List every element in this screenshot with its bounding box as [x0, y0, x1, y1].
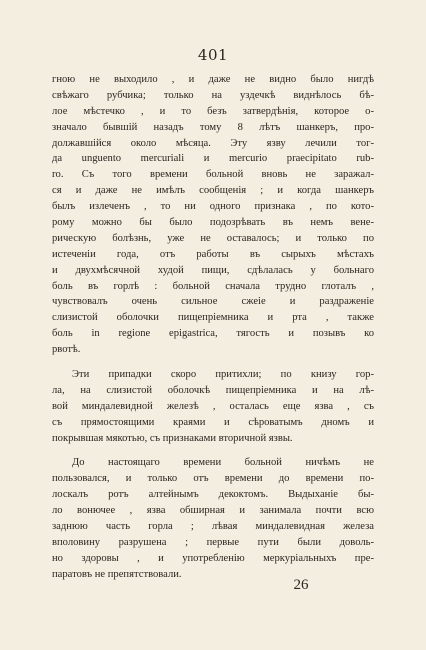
text-line: паратовъ не препятствовали. — [52, 568, 182, 580]
text-line: рическую болѣзнь, уже не оставалось; и только по — [52, 232, 374, 244]
text-line: боль in regione epigastrica, тягость и позывъ ко — [52, 328, 374, 340]
text-line: рвотѣ. — [52, 344, 81, 356]
text-line: рому можно бы было подозрѣвать въ немъ вене- — [52, 217, 374, 229]
text-line: Эти припадки скоро притихли; по книзу гор- — [72, 369, 374, 381]
paragraph — [52, 72, 374, 358]
text-line: слизистой оболочки пищепріемника и рта , также — [52, 312, 374, 324]
text-line: боль въ горлѣ : больной сначала трудно глоталъ , — [52, 280, 374, 292]
text-line: лое мѣстечко , и то безъ затвердѣнія, которое о- — [52, 105, 374, 117]
paragraph — [52, 367, 374, 446]
text-line: пользовался, и только отъ времени до времени по- — [52, 473, 374, 485]
text-line: чувствовалъ очень сильное сжеіе и раздраженіе — [52, 296, 374, 308]
text-line: съ прямостоящими краями и сѣроватымъ дномъ и — [52, 416, 374, 428]
text-line: покрывшая мякотью, съ признаками вторичной язвы. — [52, 432, 293, 444]
text-line: ro. Съ того времени больной вновь не заражал- — [52, 169, 374, 181]
page-number: 401 — [197, 46, 229, 64]
body-text — [52, 72, 374, 583]
text-line: ла, на слизистой оболочкѣ пищепріемника и на лѣ- — [52, 384, 374, 396]
text-line: лоскалъ ротъ алтейнымъ декоктомъ. Выдыханіе бы- — [52, 489, 374, 501]
paragraph-gap — [52, 446, 374, 455]
text-line: значало бывшій назадъ тому 8 лѣтъ шанкеръ, про- — [52, 121, 374, 133]
text-line: До настоящаго времени больной ничѣмъ не — [72, 457, 374, 469]
text-line: заднюю часть горла ; лѣвая миндалевидная железа — [52, 521, 374, 533]
text-line: ся и даже не имѣлъ сообщенія ; и когда шанкеръ — [52, 185, 374, 197]
text-line: свѣжаго рубчика; только на уздечкѣ виднѣлось бѣ- — [52, 89, 374, 101]
text-line: но здоровы , и употребленію меркуріальныхъ пре- — [52, 552, 374, 564]
text-line: вполовину разрушена ; первые пути были доволь- — [52, 536, 374, 548]
paragraph-gap — [52, 358, 374, 367]
signature-mark: 26 — [293, 577, 309, 593]
text-line: должавшійся около мѣсяца. Эту язву лечили тог- — [52, 137, 374, 149]
text-line: вой миндалевидной железѣ , осталась еще язва , съ — [52, 400, 374, 412]
paragraph — [52, 455, 374, 582]
text-line: ло вонючее , язва обширная и занимала почти всю — [52, 505, 374, 517]
text-line: истеченіи года, отъ работы въ сырыхъ мѣстахъ — [52, 248, 374, 260]
text-line: гною не выходило , и даже не видно было нигдѣ — [52, 74, 374, 85]
text-line: и двухмѣсячной худой пищи, сдѣлалась у больнаго — [52, 264, 374, 276]
text-line: да unguento mercuriali и mercurio praecipitato rub- — [52, 153, 374, 165]
text-line: былъ излеченъ , то ни одного признака , по кото- — [52, 201, 374, 213]
